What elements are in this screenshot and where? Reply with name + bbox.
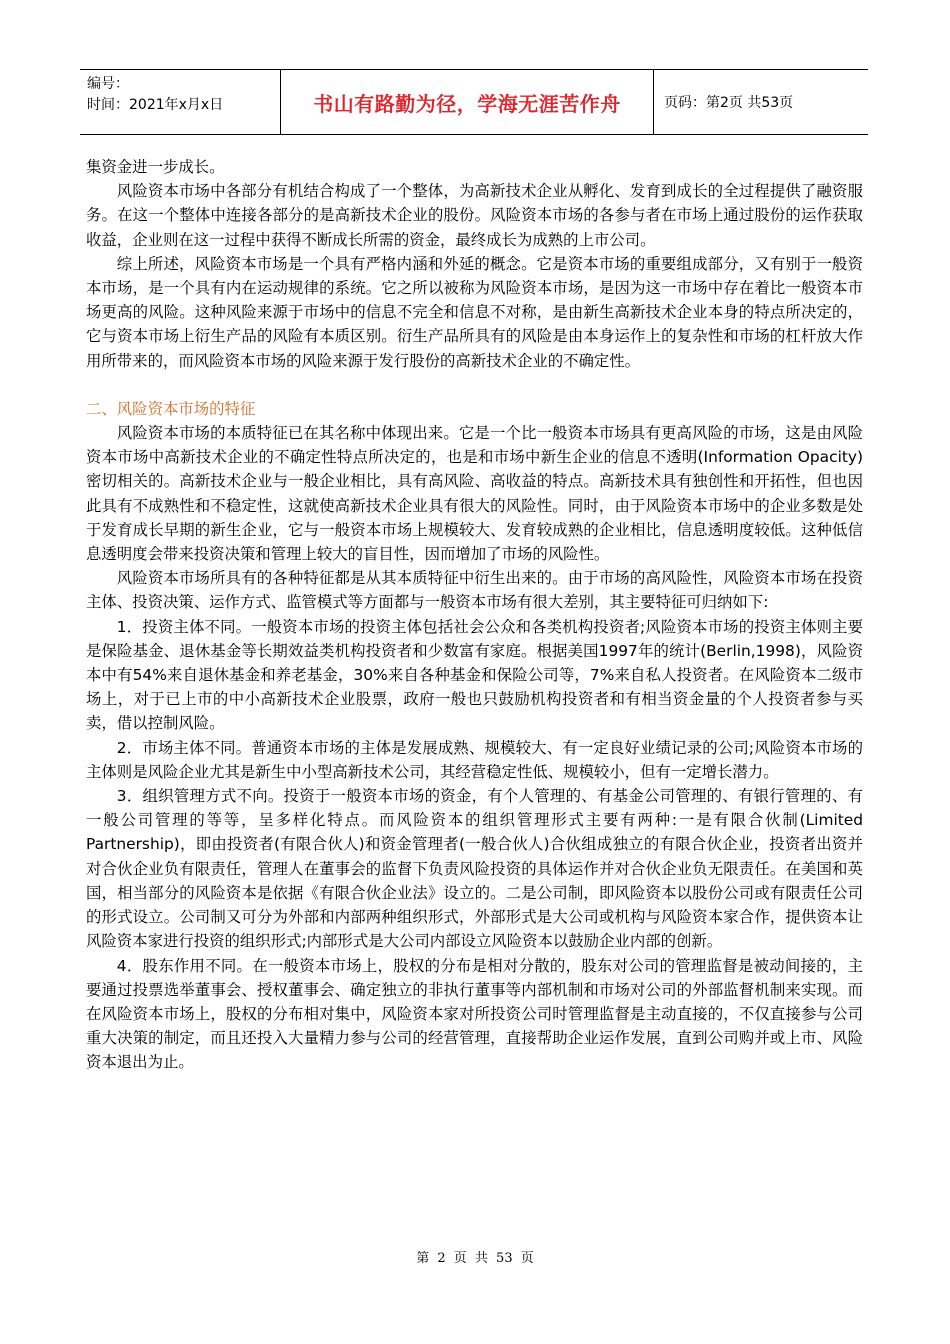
list-item: 2．市场主体不同。普通资本市场的主体是发展成熟、规模较大、有一定良好业绩记录的公司;风险资本市场的主体则是风险企业尤其是新生中小型高新技术公司，其经营稳定性低、规模较小，但有一定增长潜力。: [86, 738, 863, 781]
list-item: 1．投资主体不同。一般资本市场的投资主体包括社会公众和各类机构投资者;风险资本市场的投资主体则主要是保险基金、退休基金等长期效益类机构投资者和少数富有家庭。根据美国1997年的统计(Berlin,1998)，风险资本中有54%来自退休基金和养老基金，30%来自各种基金和保险公司等，7%来自私人投资者。在风险资本二级市场上，对于已上市的中小高新技术企业股票，政府一般也只鼓励机构投资者和有相当资金量的个人投资者参与买卖，借以控制风险。: [86, 617, 863, 733]
paragraph: 风险资本市场所具有的各种特征都是从其本质特征中衍生出来的。由于市场的高风险性，风险资本市场在投资主体、投资决策、运作方式、监管模式等方面都与一般资本市场有很大差别，其主要特征可归纳如下:: [86, 569, 863, 612]
paragraph: 风险资本市场的本质特征已在其名称中体现出来。它是一个比一般资本市场具有更高风险的市场，这是由风险资本市场中高新技术企业的不确定性特点所决定的，也是和市场中新生企业的信息不透明(Information Opacity)密切相关的。高新技术企业与一般企业相比，具有高风险、高收益的特点。高新技术具有独创性和开拓性，但也因此具有不成熟性和不稳定性，这就使高新技术企业具有很大的风险性。同时，由于风险资本市场中的企业多数是处于发育成长早期的新生企业，它与一般资本市场上规模较大、发育较成熟的企业相比，信息透明度较低。这种低信息透明度会带来投资决策和管理上较大的盲目性，因而增加了市场的风险性。: [86, 424, 863, 564]
paragraph: 集资金进一步成长。: [86, 158, 225, 176]
header-meta: [80, 70, 281, 134]
paragraph: 风险资本市场中各部分有机结合构成了一个整体，为高新技术企业从孵化、发育到成长的全过程提供了融资服务。在这一个整体中连接各部分的是高新技术企业的股份。风险资本市场的各参与者在市场上通过股份的运作获取收益，企业则在这一过程中获得不断成长所需的资金，最终成长为成熟的上市公司。: [86, 182, 863, 249]
document-number: 编号：: [87, 76, 129, 92]
paragraph: 综上所述，风险资本市场是一个具有严格内涵和外延的概念。它是资本市场的重要组成部分，又有别于一般资本市场，是一个具有内在运动规律的系统。它之所以被称为风险资本市场，是因为这一市场中存在着比一般资本市场更高的风险。这种风险来源于市场中的信息不完全和信息不对称，是由新生高新技术企业本身的特点所决定的，它与资本市场上衍生产品的风险有本质区别。衍生产品所具有的风险是由本身运作上的复杂性和市场的杠杆放大作用所带来的，而风险资本市场的风险来源于发行股份的高新技术企业的不确定性。: [86, 254, 863, 370]
header-motto: 书山有路勤为径，学海无涯苦作舟: [313, 91, 621, 116]
document-body: [86, 155, 863, 1075]
document-time: 时间：2021年x月x日: [87, 97, 224, 113]
list-item: 4．股东作用不同。在一般资本市场上，股权的分布是相对分散的，股东对公司的管理监督是被动间接的，主要通过投票选举董事会、授权董事会、确定独立的非执行董事等内部机制和市场对公司的外部监督机制来实现。而在风险资本市场上，股权的分布相对集中，风险资本家对所投资公司时管理监督是主动直接的，不仅直接参与公司重大决策的制定，而且还投入大量精力参与公司的经营管理，直接帮助企业运作发展，直到公司购并或上市、风险资本退出为止。: [86, 956, 863, 1072]
list-item: 3．组织管理方式不向。投资于一般资本市场的资金，有个人管理的、有基金公司管理的、有银行管理的、有一般公司管理的等等，呈多样化特点。而风险资本的组织管理形式主要有两种:一是有限合伙制(Limited Partnership)，即由投资者(有限合伙人)和资金管理者(一般合伙人)合伙组成独立的有限合伙企业，投资者出资并对合伙企业负有限责任，管理人在董事会的监督下负责风险投资的具体运作并对合伙企业负无限责任。在美国和英国，相当部分的风险资本是依据《有限合伙企业法》设立的。二是公司制，即风险资本以股份公司或有限责任公司的形式设立。公司制又可分为外部和内部两种组织形式，外部形式是大公司或机构与风险资本家合作，提供资本让风险资本家进行投资的组织形式;内部形式是大公司内部设立风险资本以鼓励企业内部的创新。: [86, 787, 863, 951]
header-motto-cell: [281, 70, 654, 134]
header-page-info: 页码：第2页 共53页: [664, 95, 794, 111]
page-footer: 第 2 页 共 53 页: [416, 1251, 534, 1266]
document-header: [80, 69, 868, 135]
section-heading: 二、风险资本市场的特征: [86, 399, 256, 418]
